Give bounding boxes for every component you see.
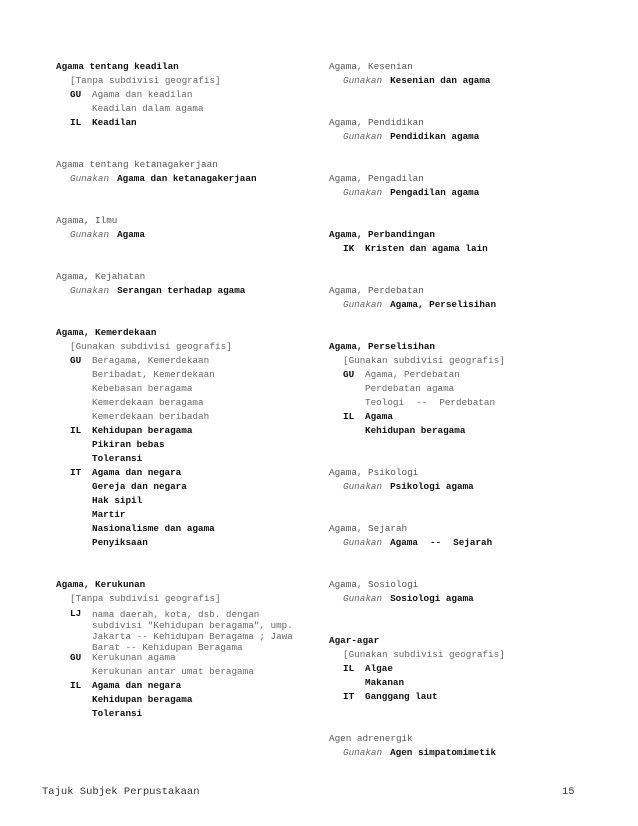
gunakan-label: Gunakan	[343, 747, 383, 758]
it-term: Agama dan negara	[92, 467, 182, 478]
it-row	[56, 466, 311, 480]
gunakan-label: Gunakan	[343, 537, 383, 548]
il-term: Agama	[365, 411, 393, 422]
subdivision-note: [Gunakan subdivisi geografis]	[70, 341, 232, 352]
it-term: Hak sipil	[92, 495, 143, 506]
use-target: Agama	[390, 537, 418, 548]
entry-heading: Agama tentang ketanagakerjaan	[56, 159, 218, 170]
il-term: Agama dan negara	[92, 680, 182, 691]
il-term: Kehidupan beragama	[92, 425, 193, 436]
il-row	[329, 662, 589, 676]
subdivision-note: [Tanpa subdivisi geografis]	[70, 75, 221, 86]
use-row	[329, 298, 589, 312]
entry-agama-tentang-ketanagakerjaan	[56, 158, 311, 186]
ik-term: Kristen dan agama lain	[365, 243, 488, 254]
term-separator: --	[429, 537, 442, 548]
entry-heading: Agama, Kesenian	[329, 61, 413, 72]
entry-agama-ilmu	[56, 214, 311, 242]
il-term: Makanan	[365, 677, 405, 688]
gunakan-label: Gunakan	[343, 187, 383, 198]
gu-term: Beragama, Kemerdekaan	[92, 355, 210, 366]
use-target: Kesenian dan agama	[390, 75, 491, 86]
use-row	[329, 186, 589, 200]
gunakan-label: Gunakan	[343, 481, 383, 492]
gu-term: Kerukunan antar umat beragama	[92, 666, 254, 677]
gunakan-label: Gunakan	[70, 229, 110, 240]
use-row	[56, 284, 311, 298]
term-separator: --	[416, 397, 428, 408]
il-row	[56, 679, 311, 693]
gunakan-label: Gunakan	[343, 131, 383, 142]
use-target: Sejarah	[453, 537, 493, 548]
il-term: Kehidupan beragama	[92, 694, 193, 705]
it-term: Martir	[92, 509, 126, 520]
gu-term: Beribadat, Kemerdekaan	[92, 369, 215, 380]
use-row	[329, 480, 589, 494]
gu-code: GU	[70, 652, 82, 663]
entry-agama-psikologi	[329, 466, 589, 494]
footer-title: Tajuk Subjek Perpustakaan	[42, 786, 200, 798]
use-target: Pendidikan agama	[390, 131, 480, 142]
it-row	[329, 690, 589, 704]
entry-agama-kemerdekaan	[56, 326, 311, 550]
entry-heading: Agama, Kerukunan	[56, 579, 146, 590]
use-target: Serangan terhadap agama	[117, 285, 246, 296]
gu-row	[56, 88, 311, 102]
entry-agama-pengadilan	[329, 172, 589, 200]
use-target: Agama	[117, 229, 145, 240]
gu-row	[329, 368, 589, 382]
use-target: Psikologi agama	[390, 481, 474, 492]
il-row	[56, 116, 311, 130]
entry-agama-sejarah	[329, 522, 589, 550]
entry-heading: Agama, Sosiologi	[329, 579, 419, 590]
entry-heading: Agama, Kejahatan	[56, 271, 146, 282]
gu-code: GU	[70, 355, 82, 366]
gu-term: Kemerdekaan beragama	[92, 397, 204, 408]
gu-row	[56, 651, 311, 665]
entry-agama-tentang-keadilan	[56, 60, 311, 130]
il-code: IL	[70, 425, 82, 436]
entry-agama-kesenian	[329, 60, 589, 88]
use-row	[329, 130, 589, 144]
gunakan-label: Gunakan	[343, 593, 383, 604]
gunakan-label: Gunakan	[343, 75, 383, 86]
use-row	[329, 536, 589, 550]
lj-row	[56, 606, 311, 653]
il-row	[329, 410, 589, 424]
il-term: Algae	[365, 663, 393, 674]
it-term: Ganggang laut	[365, 691, 438, 702]
gunakan-label: Gunakan	[70, 173, 110, 184]
entry-agen-adrenergik	[329, 732, 589, 760]
gu-code: GU	[343, 369, 355, 380]
gu-term: Kemerdekaan beribadah	[92, 411, 210, 422]
right-column	[329, 60, 589, 760]
use-row	[329, 746, 589, 760]
entry-agama-kerukunan	[56, 578, 311, 721]
gu-term: Keadilan dalam agama	[92, 103, 204, 114]
entry-agama-perselisihan	[329, 340, 589, 438]
gu-term-combined	[329, 396, 589, 410]
entry-agama-perbandingan	[329, 228, 589, 256]
it-code: IT	[343, 691, 355, 702]
use-target: Sosiologi agama	[390, 593, 474, 604]
il-term: Toleransi	[92, 453, 143, 464]
it-term: Penyiksaan	[92, 537, 148, 548]
gu-term: Kerukunan agama	[92, 652, 176, 663]
il-term: Kehidupan beragama	[365, 425, 466, 436]
entry-heading: Agama, Pendidikan	[329, 117, 424, 128]
use-target: Agama, Perselisihan	[390, 299, 497, 310]
gu-term: Kebebasan beragama	[92, 383, 193, 394]
entry-agar-agar	[329, 634, 589, 704]
left-column	[56, 60, 311, 721]
il-code: IL	[70, 680, 82, 691]
entry-agama-kejahatan	[56, 270, 311, 298]
gunakan-label: Gunakan	[70, 285, 110, 296]
ik-row	[329, 242, 589, 256]
it-term: Nasionalisme dan agama	[92, 523, 215, 534]
subdivision-note: [Gunakan subdivisi geografis]	[343, 355, 505, 366]
entry-heading: Agama, Sejarah	[329, 523, 408, 534]
entry-heading: Agama, Kemerdekaan	[56, 327, 157, 338]
gu-term: Agama dan keadilan	[92, 89, 193, 100]
entry-agama-sosiologi	[329, 578, 589, 606]
use-target: Pengadilan agama	[390, 187, 480, 198]
gu-term-part: Teologi	[365, 397, 405, 408]
use-row	[56, 228, 311, 242]
lj-text: nama daerah, kota, dsb. dengan subdivisi "Kehidupan beragama", ump. Jakarta -- Kehidupan Beragama ; Jawa Barat -- Kehidupan Beragama	[92, 609, 293, 653]
subdivision-note: [Gunakan subdivisi geografis]	[343, 649, 505, 660]
gu-row	[56, 354, 311, 368]
entry-heading: Agama, Pengadilan	[329, 173, 424, 184]
use-row	[56, 172, 311, 186]
gu-code: GU	[70, 89, 82, 100]
il-row	[56, 424, 311, 438]
il-term: Pikiran bebas	[92, 439, 165, 450]
il-code: IL	[343, 411, 355, 422]
entry-heading: Agama, Perdebatan	[329, 285, 424, 296]
gu-term: Agama, Perdebatan	[365, 369, 460, 380]
use-target: Agama dan ketanagakerjaan	[117, 173, 257, 184]
gu-term-part: Perdebatan	[439, 397, 496, 408]
entry-heading: Agama, Perbandingan	[329, 229, 436, 240]
il-code: IL	[70, 117, 82, 128]
entry-heading: Agama, Ilmu	[56, 215, 118, 226]
entry-agama-perdebatan	[329, 284, 589, 312]
use-row	[329, 592, 589, 606]
entry-heading: Agama, Perselisihan	[329, 341, 436, 352]
entry-heading: Agen adrenergik	[329, 733, 413, 744]
use-row	[329, 74, 589, 88]
il-term: Toleransi	[92, 708, 143, 719]
entry-heading: Agar-agar	[329, 635, 380, 646]
gu-term: Perdebatan agama	[365, 383, 455, 394]
subdivision-note: [Tanpa subdivisi geografis]	[70, 593, 221, 604]
use-target: Agen simpatomimetik	[390, 747, 497, 758]
entry-heading: Agama tentang keadilan	[56, 61, 179, 72]
il-term: Keadilan	[92, 117, 137, 128]
it-code: IT	[70, 467, 82, 478]
it-term: Gereja dan negara	[92, 481, 187, 492]
page-number: 15	[562, 786, 575, 798]
entry-heading: Agama, Psikologi	[329, 467, 419, 478]
ik-code: IK	[343, 243, 355, 254]
entry-agama-pendidikan	[329, 116, 589, 144]
lj-code: LJ	[70, 608, 82, 619]
il-code: IL	[343, 663, 355, 674]
gunakan-label: Gunakan	[343, 299, 383, 310]
